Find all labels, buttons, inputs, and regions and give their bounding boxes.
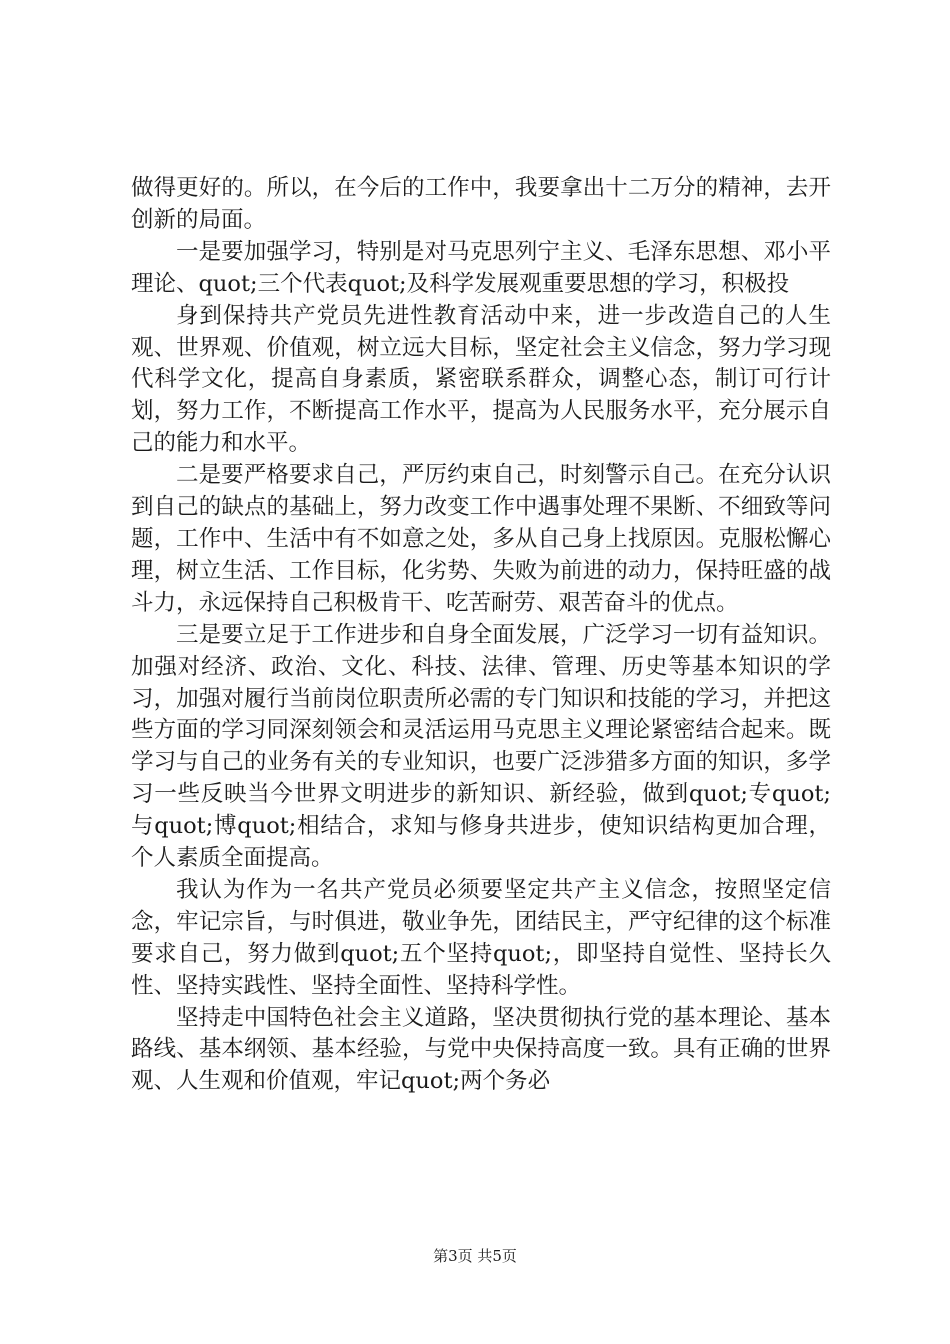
paragraph-5: 三是要立足于工作进步和自身全面发展，广泛学习一切有益知识。加强对经济、政治、文化、科技、法律、管理、历史等基本知识的学习，加强对履行当前岗位职责所必需的专门知识和技能的学习，并把这些方面的学习同深刻领会和灵活运用马克思主义理论紧密结合起来。既学习与自己的业务有关的专业知识，也要广泛涉猎多方面的知识，多学习一些反映当今世界文明进步的新知识、新经验，做到quot;专quot;与quot;博quot;相结合，求知与修身共进步，使知识结构更加合理，个人素质全面提高。 — [131, 621, 831, 872]
paragraph-2: 一是要加强学习，特别是对马克思列宁主义、毛泽东思想、邓小平理论、quot;三个代表quot;及科学发展观重要思想的学习，积极投 — [131, 238, 831, 297]
paragraph-3: 身到保持共产党员先进性教育活动中来，进一步改造自己的人生观、世界观、价值观，树立远大目标，坚定社会主义信念，努力学习现代科学文化，提高自身素质，紧密联系群众，调整心态，制订可行计划，努力工作，不断提高工作水平，提高为人民服务水平，充分展示自己的能力和水平。 — [131, 302, 831, 457]
paragraph-7: 坚持走中国特色社会主义道路，坚决贯彻执行党的基本理论、基本路线、基本纲领、基本经验，与党中央保持高度一致。具有正确的世界观、人生观和价值观，牢记quot;两个务必 — [131, 1004, 831, 1095]
paragraph-1: 做得更好的。所以，在今后的工作中，我要拿出十二万分的精神，去开创新的局面。 — [131, 175, 831, 233]
paragraph-6: 我认为作为一名共产党员必须要坚定共产主义信念，按照坚定信念，牢记宗旨，与时俱进，敬业争先，团结民主，严守纪律的这个标准要求自己，努力做到quot;五个坚持quot;，即坚持自觉性、坚持长久性、坚持实践性、坚持全面性、坚持科学性。 — [131, 876, 831, 999]
paragraph-4: 二是要严格要求自己，严厉约束自己，时刻警示自己。在充分认识到自己的缺点的基础上，努力改变工作中遇事处理不果断、不细致等问题，工作中、生活中有不如意之处，多从自己身上找原因。克服松懈心理，树立生活、工作目标，化劣势、失败为前进的动力，保持旺盛的战斗力，永远保持自己积极肯干、吃苦耐劳、艰苦奋斗的优点。 — [131, 462, 831, 616]
document-body — [131, 173, 831, 1098]
page-footer: 第3页 共5页 — [433, 1247, 517, 1265]
